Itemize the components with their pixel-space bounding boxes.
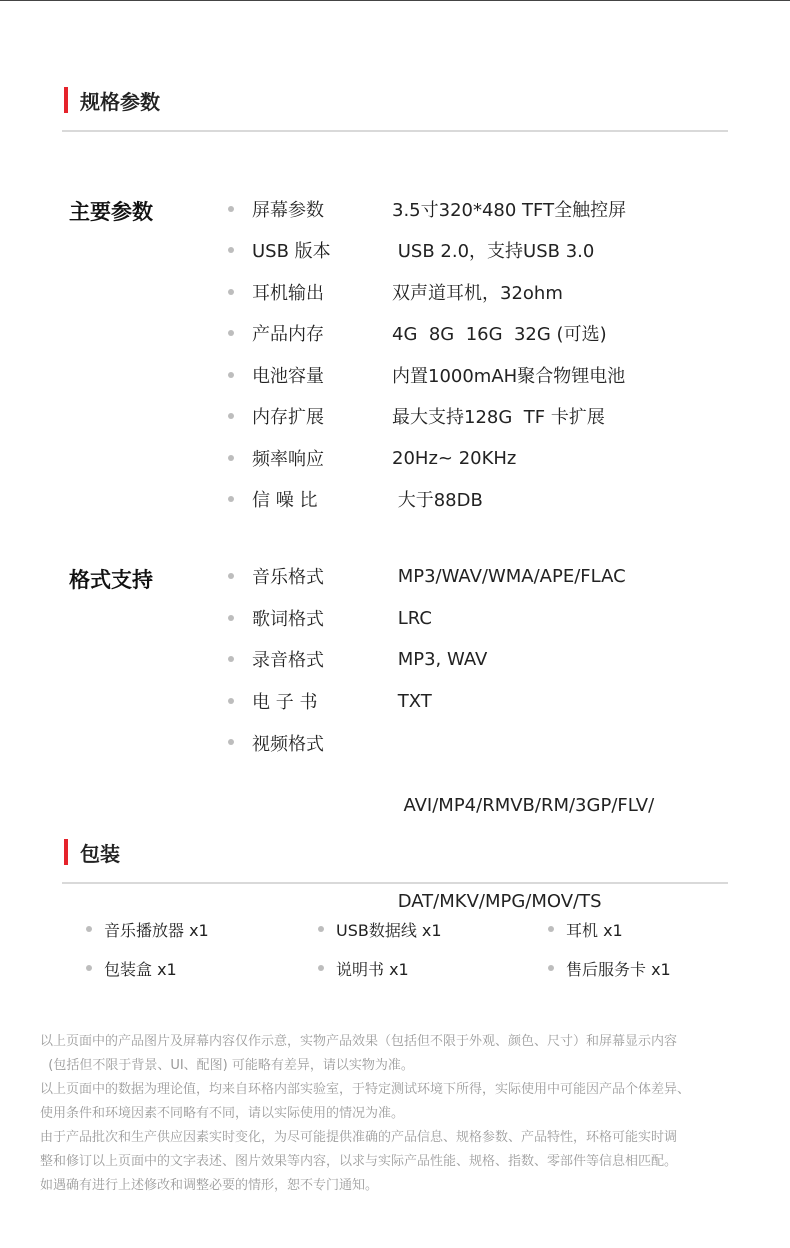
spec-row-frequency	[222, 446, 516, 470]
spec-label: 产品内存	[252, 324, 324, 345]
bullet-icon	[228, 656, 234, 662]
package-item	[318, 918, 442, 940]
disclaimer-line: 整和修订以上页面中的文字表述、图片效果等内容，以求与实际产品性能、规格、指数、零部件等信息相匹配。	[40, 1154, 678, 1169]
bullet-icon	[228, 247, 234, 253]
bullet-icon	[228, 496, 234, 502]
disclaimer-line: 使用条件和环境因素不同略有不同，请以实际使用的情况为准。	[40, 1106, 405, 1121]
main-params-title: 主要参数	[69, 200, 153, 224]
bullet-icon	[228, 615, 234, 621]
top-border-line	[0, 0, 790, 1]
bullet-icon	[228, 573, 234, 579]
format-support-title: 格式支持	[69, 568, 153, 592]
bullet-icon	[318, 926, 324, 932]
disclaimer-line: 以上页面中的产品图片及屏幕内容仅作示意，实物产品效果（包括但不限于外观、颜色、尺寸）和屏幕显示内容	[40, 1034, 678, 1049]
spec-value: TXT	[392, 690, 432, 712]
package-item-label: 包装盒 x1	[104, 959, 177, 979]
spec-label: USB 版本	[252, 241, 331, 262]
bullet-icon	[228, 372, 234, 378]
spec-label: 耳机输出	[252, 283, 324, 304]
package-item-label: 音乐播放器 x1	[104, 920, 209, 940]
bullet-icon	[228, 739, 234, 745]
spec-value-line: AVI/MP4/RMVB/RM/3GP/FLV/	[392, 795, 655, 816]
spec-label: 电 子 书	[252, 692, 318, 713]
spec-value: USB 2.0，支持USB 3.0	[392, 241, 595, 262]
package-item	[548, 918, 623, 940]
spec-value: LRC	[392, 607, 432, 629]
spec-section-divider	[62, 130, 728, 132]
section-accent-bar	[64, 87, 68, 113]
packaging-section-title: 包装	[80, 841, 120, 866]
spec-label: 录音格式	[252, 650, 324, 671]
spec-row-record-format	[222, 647, 487, 671]
bullet-icon	[228, 455, 234, 461]
package-item	[548, 957, 671, 979]
spec-value-line: DAT/MKV/MPG/MOV/TS	[392, 891, 602, 912]
bullet-icon	[228, 413, 234, 419]
spec-value: 3.5寸320*480 TFT全触控屏	[392, 200, 627, 221]
spec-label: 视频格式	[252, 734, 324, 755]
spec-row-usb	[222, 238, 594, 262]
spec-value: 20Hz~ 20KHz	[392, 447, 517, 469]
package-item	[86, 918, 209, 940]
spec-label: 电池容量	[252, 366, 324, 387]
spec-value: 双声道耳机，32ohm	[392, 283, 563, 304]
spec-label: 屏幕参数	[252, 200, 324, 221]
spec-row-expansion	[222, 404, 605, 428]
spec-label: 歌词格式	[252, 609, 324, 630]
packaging-section-header	[64, 838, 120, 866]
bullet-icon	[548, 965, 554, 971]
spec-label: 频率响应	[252, 449, 324, 470]
spec-row-battery	[222, 363, 625, 387]
bullet-icon	[86, 926, 92, 932]
spec-value: 最大支持128G TF 卡扩展	[392, 407, 605, 428]
disclaimer-line: 由于产品批次和生产供应因素实时变化，为尽可能提供准确的产品信息、规格参数、产品特性，环格可能实时调	[40, 1130, 678, 1145]
package-item-label: USB数据线 x1	[336, 920, 442, 940]
disclaimer-line: 以上页面中的数据为理论值，均来自环格内部实验室，于特定测试环境下所得，实际使用中可能因产品个体差异、	[40, 1082, 691, 1097]
package-item-label: 说明书 x1	[336, 959, 409, 979]
spec-label: 音乐格式	[252, 567, 324, 588]
package-item	[86, 957, 177, 979]
spec-row-snr	[222, 487, 483, 511]
spec-value: MP3, WAV	[392, 648, 488, 670]
spec-value: 内置1000mAH聚合物锂电池	[392, 366, 626, 387]
bullet-icon	[228, 289, 234, 295]
spec-section-title: 规格参数	[80, 89, 160, 114]
package-item-label: 耳机 x1	[566, 920, 623, 940]
package-item-label: 售后服务卡 x1	[566, 959, 671, 979]
bullet-icon	[318, 965, 324, 971]
bullet-icon	[228, 206, 234, 212]
bullet-icon	[548, 926, 554, 932]
spec-value: MP3/WAV/WMA/APE/FLAC	[392, 565, 626, 587]
spec-row-music-format	[222, 564, 626, 588]
disclaimer-line: 如遇确有进行上述修改和调整必要的情形，恕不专门通知。	[40, 1178, 379, 1193]
spec-value: 大于88DB	[392, 490, 483, 511]
spec-row-headphone	[222, 280, 563, 304]
section-accent-bar	[64, 839, 68, 865]
spec-section-header	[64, 86, 160, 114]
spec-label: 信 噪 比	[252, 490, 318, 511]
spec-value	[392, 726, 654, 982]
spec-row-screen	[222, 197, 626, 221]
packaging-section-divider	[62, 882, 728, 884]
spec-value: 4G 8G 16G 32G (可选)	[392, 324, 607, 345]
spec-row-memory	[222, 321, 607, 345]
bullet-icon	[86, 965, 92, 971]
spec-label: 内存扩展	[252, 407, 324, 428]
bullet-icon	[228, 698, 234, 704]
package-item	[318, 957, 409, 979]
bullet-icon	[228, 330, 234, 336]
disclaimer-notes	[40, 1030, 760, 1198]
spec-row-lyric-format	[222, 606, 432, 630]
spec-row-ebook	[222, 689, 432, 713]
spec-row-video-format	[222, 730, 654, 982]
disclaimer-line: (包括但不限于背景、UI、配图) 可能略有差异，请以实物为准。	[40, 1058, 414, 1073]
